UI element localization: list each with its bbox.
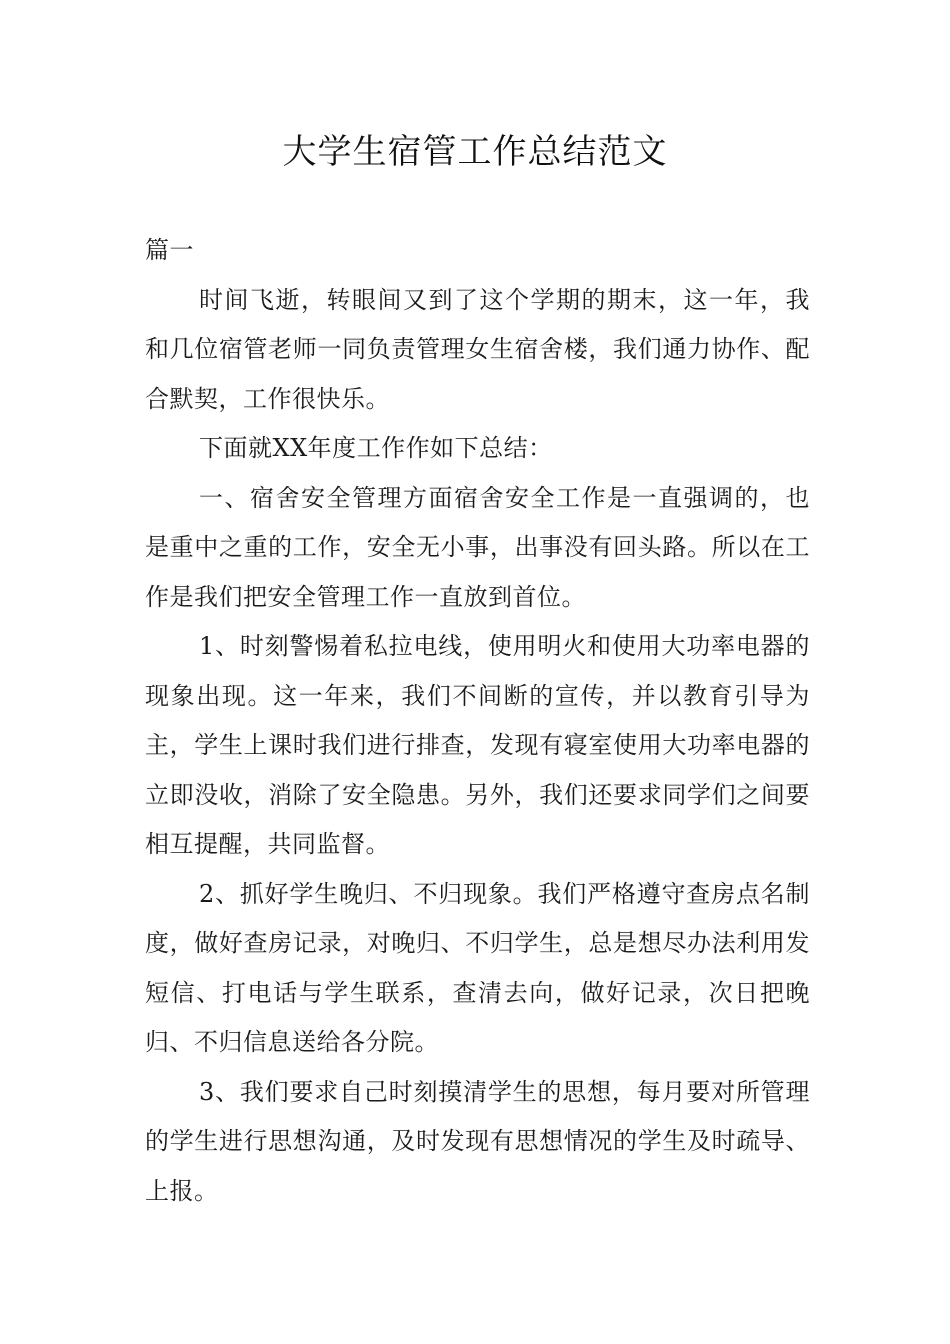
paragraph-summary-lead: 下面就XX年度工作作如下总结： xyxy=(199,434,553,462)
paragraph-item-3: 3、我们要求自己时刻摸清学生的思想，每月要对所管理的学生进行思想沟通，及时发现有思想情况的学生及时疏导、上报。 xyxy=(145,1077,810,1205)
document-title: 大学生宿管工作总结范文 xyxy=(282,132,668,172)
paragraph-intro: 时间飞逝，转眼间又到了这个学期的期末，这一年，我和几位宿管老师一同负责管理女生宿舍楼，我们通力协作、配合默契，工作很快乐。 xyxy=(145,285,810,413)
paragraph-safety-management: 一、宿舍安全管理方面宿舍安全工作是一直强调的，也是重中之重的工作，安全无小事，出事没有回头路。所以在工作是我们把安全管理工作一直放到首位。 xyxy=(145,483,810,611)
section-label: 篇一 xyxy=(145,236,194,264)
paragraph-item-1: 1、时刻警惕着私拉电线，使用明火和使用大功率电器的现象出现。这一年来，我们不间断的宣传，并以教育引导为主，学生上课时我们进行排查，发现有寝室使用大功率电器的立即没收，消除了安全隐患。另外，我们还要求同学们之间要相互提醒，共同监督。 xyxy=(145,632,810,858)
paragraph-item-2: 2、抓好学生晚归、不归现象。我们严格遵守查房点名制度，做好查房记录，对晚归、不归学生，总是想尽办法利用发短信、打电话与学生联系，查清去向，做好记录，次日把晚归、不归信息送给各分院。 xyxy=(145,879,810,1056)
document-body xyxy=(145,226,810,1216)
